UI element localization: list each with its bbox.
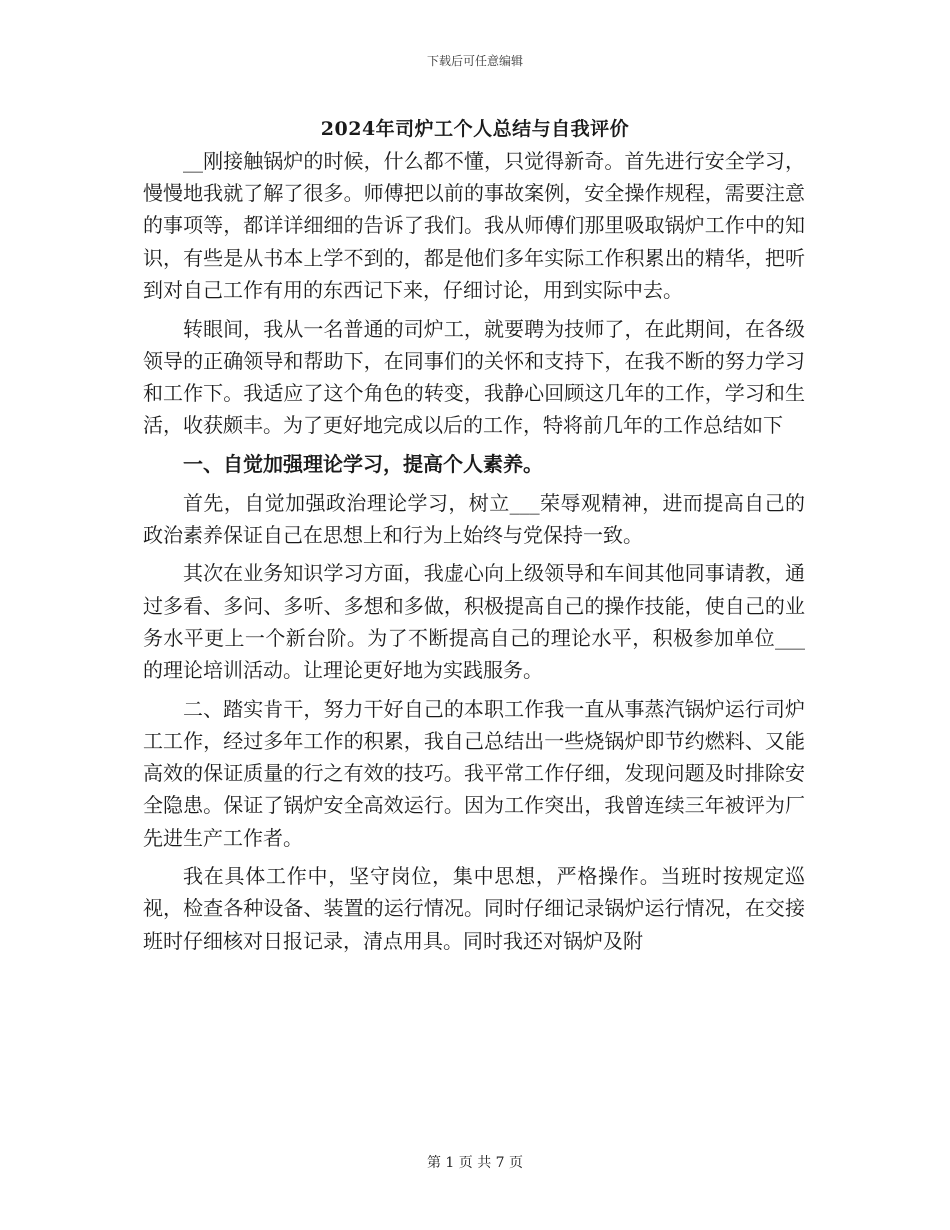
page-footer-indicator: 第 1 页 共 7 页 — [426, 1155, 524, 1171]
paragraph-political-study: 首先，自觉加强政治理论学习，树立___荣辱观精神，进而提高自己的政治素养保证自己在思想上和行为上始终与党保持一致。 — [143, 490, 805, 547]
paragraph-section-2: 二、踏实肯干，努力干好自己的本职工作我一直从事蒸汽锅炉运行司炉工工作，经过多年工作的积累，我自己总结出一些烧锅炉即节约燃料、又能高效的保证质量的行之有效的技巧。我平常工作仔细，发现问题及时排除安全隐患。保证了锅炉安全高效运行。因为工作突出，我曾连续三年被评为厂先进生产工作者。 — [143, 696, 805, 850]
document-title: 2024年司炉工个人总结与自我评价 — [320, 118, 630, 140]
page-header-note: 下载后可任意编辑 — [426, 54, 523, 68]
paragraph-intro: __刚接触锅炉的时候，什么都不懂，只觉得新奇。首先进行安全学习，慢慢地我就了解了很多。师傅把以前的事故案例，安全操作规程，需要注意的事项等，都详详细细的告诉了我们。我从师傅们那里吸取锅炉工作中的知识，有些是从书本上学不到的，都是他们多年实际工作积累出的精华，把听到对自己工作有用的东西记下来，仔细讨论，用到实际中去。 — [143, 149, 805, 302]
paragraph-business-study: 其次在业务知识学习方面，我虚心向上级领导和车间其他同事请教，通过多看、多问、多听、多想和多做，积极提高自己的操作技能，使自己的业务水平更上一个新台阶。为了不断提高自己的理论水平，积极参加单位___的理论培训活动。让理论更好地为实践服务。 — [143, 561, 805, 683]
section-heading-1: 一、自觉加强理论学习，提高个人素养。 — [183, 451, 543, 476]
paragraph-overview: 转眼间，我从一名普通的司炉工，就要聘为技师了，在此期间，在各级领导的正确领导和帮助下，在同事们的关怀和支持下，在我不断的努力学习和工作下。我适应了这个角色的转变，我静心回顾这几年的工作，学习和生活，收获颇丰。为了更好地完成以后的工作，特将前几年的工作总结如下 — [143, 316, 805, 438]
paragraph-daily-work: 我在具体工作中，坚守岗位，集中思想，严格操作。当班时按规定巡视，检查各种设备、装置的运行情况。同时仔细记录锅炉运行情况，在交接班时仔细核对日报记录，清点用具。同时我还对锅炉及附 — [143, 864, 805, 953]
document-body — [143, 145, 805, 963]
